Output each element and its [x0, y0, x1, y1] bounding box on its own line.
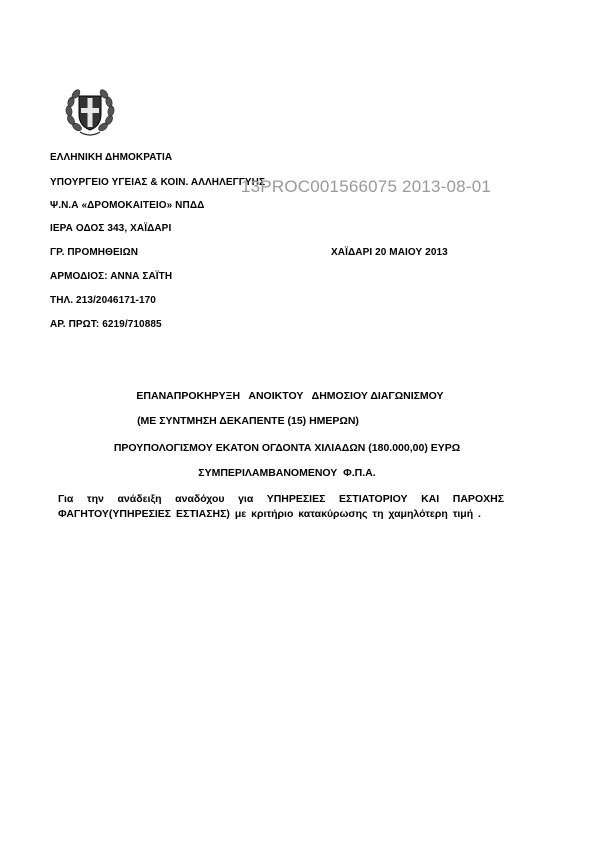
greek-emblem-icon	[62, 82, 118, 142]
header-protocol: ΑΡ. ΠΡΩΤ: 6219/710885	[50, 319, 162, 330]
registry-stamp: 13PROC001566075 2013-08-01	[241, 177, 491, 196]
title-line-1: ΕΠΑΝΑΠΡΟΚΗΡΥΞΗ ΑΝΟΙΚΤΟΥ ΔΗΜΟΣΙΟΥ ΔΙΑΓΩΝΙΣΜΟΥ	[136, 390, 444, 402]
title-line-2: (ΜΕ ΣΥΝΤΜΗΣΗ ΔΕΚΑΠΕΝΤΕ (15) ΗΜΕΡΩΝ)	[137, 415, 359, 427]
body-paragraph: Για την ανάδειξη αναδόχου για ΥΠΗΡΕΣΙΕΣ ΕΣΤΙΑΤΟΡΙΟΥ ΚΑΙ ΠΑΡΟΧΗΣ ΦΑΓΗΤΟΥ(ΥΠΗΡΕΣΙΕΣ ΕΣΤΙΑΣΗΣ) με κριτήριο κατακύρωσης τη χαμηλότερη τιμή .	[58, 493, 504, 520]
header-department: ΓΡ. ΠΡΟΜΗΘΕΙΩΝ	[50, 247, 139, 258]
header-republic: ΕΛΛΗΝΙΚΗ ΔΗΜΟΚΡΑΤΙΑ	[50, 152, 173, 163]
header-contact: ΑΡΜΟΔΙΟΣ: ΑΝΝΑ ΣΑΪΤΗ	[50, 271, 173, 282]
header-ministry: ΥΠΟΥΡΓΕΙΟ ΥΓΕΙΑΣ & ΚΟΙΝ. ΑΛΛΗΛΕΓΓΥΗΣ	[50, 177, 266, 188]
place-date: ΧΑΪΔΑΡΙ 20 ΜΑΙΟΥ 2013	[331, 247, 448, 258]
title-line-3: ΠΡΟΥΠΟΛΟΓΙΣΜΟΥ ΕΚΑΤΟΝ ΟΓΔΟΝΤΑ ΧΙΛΙΑΔΩΝ (180.000,00) ΕΥΡΩ	[113, 442, 461, 454]
header-hospital: Ψ.Ν.Α «ΔΡΟΜΟΚΑΙΤΕΙΟ» ΝΠΔΔ	[50, 200, 205, 211]
title-line-4: ΣΥΜΠΕΡΙΛΑΜΒΑΝΟΜΕΝΟΥ Φ.Π.Α.	[198, 467, 376, 479]
header-phone: ΤΗΛ. 213/2046171-170	[50, 295, 156, 306]
header-address: ΙΕΡΑ ΟΔΟΣ 343, ΧΑΪΔΑΡΙ	[50, 223, 172, 234]
